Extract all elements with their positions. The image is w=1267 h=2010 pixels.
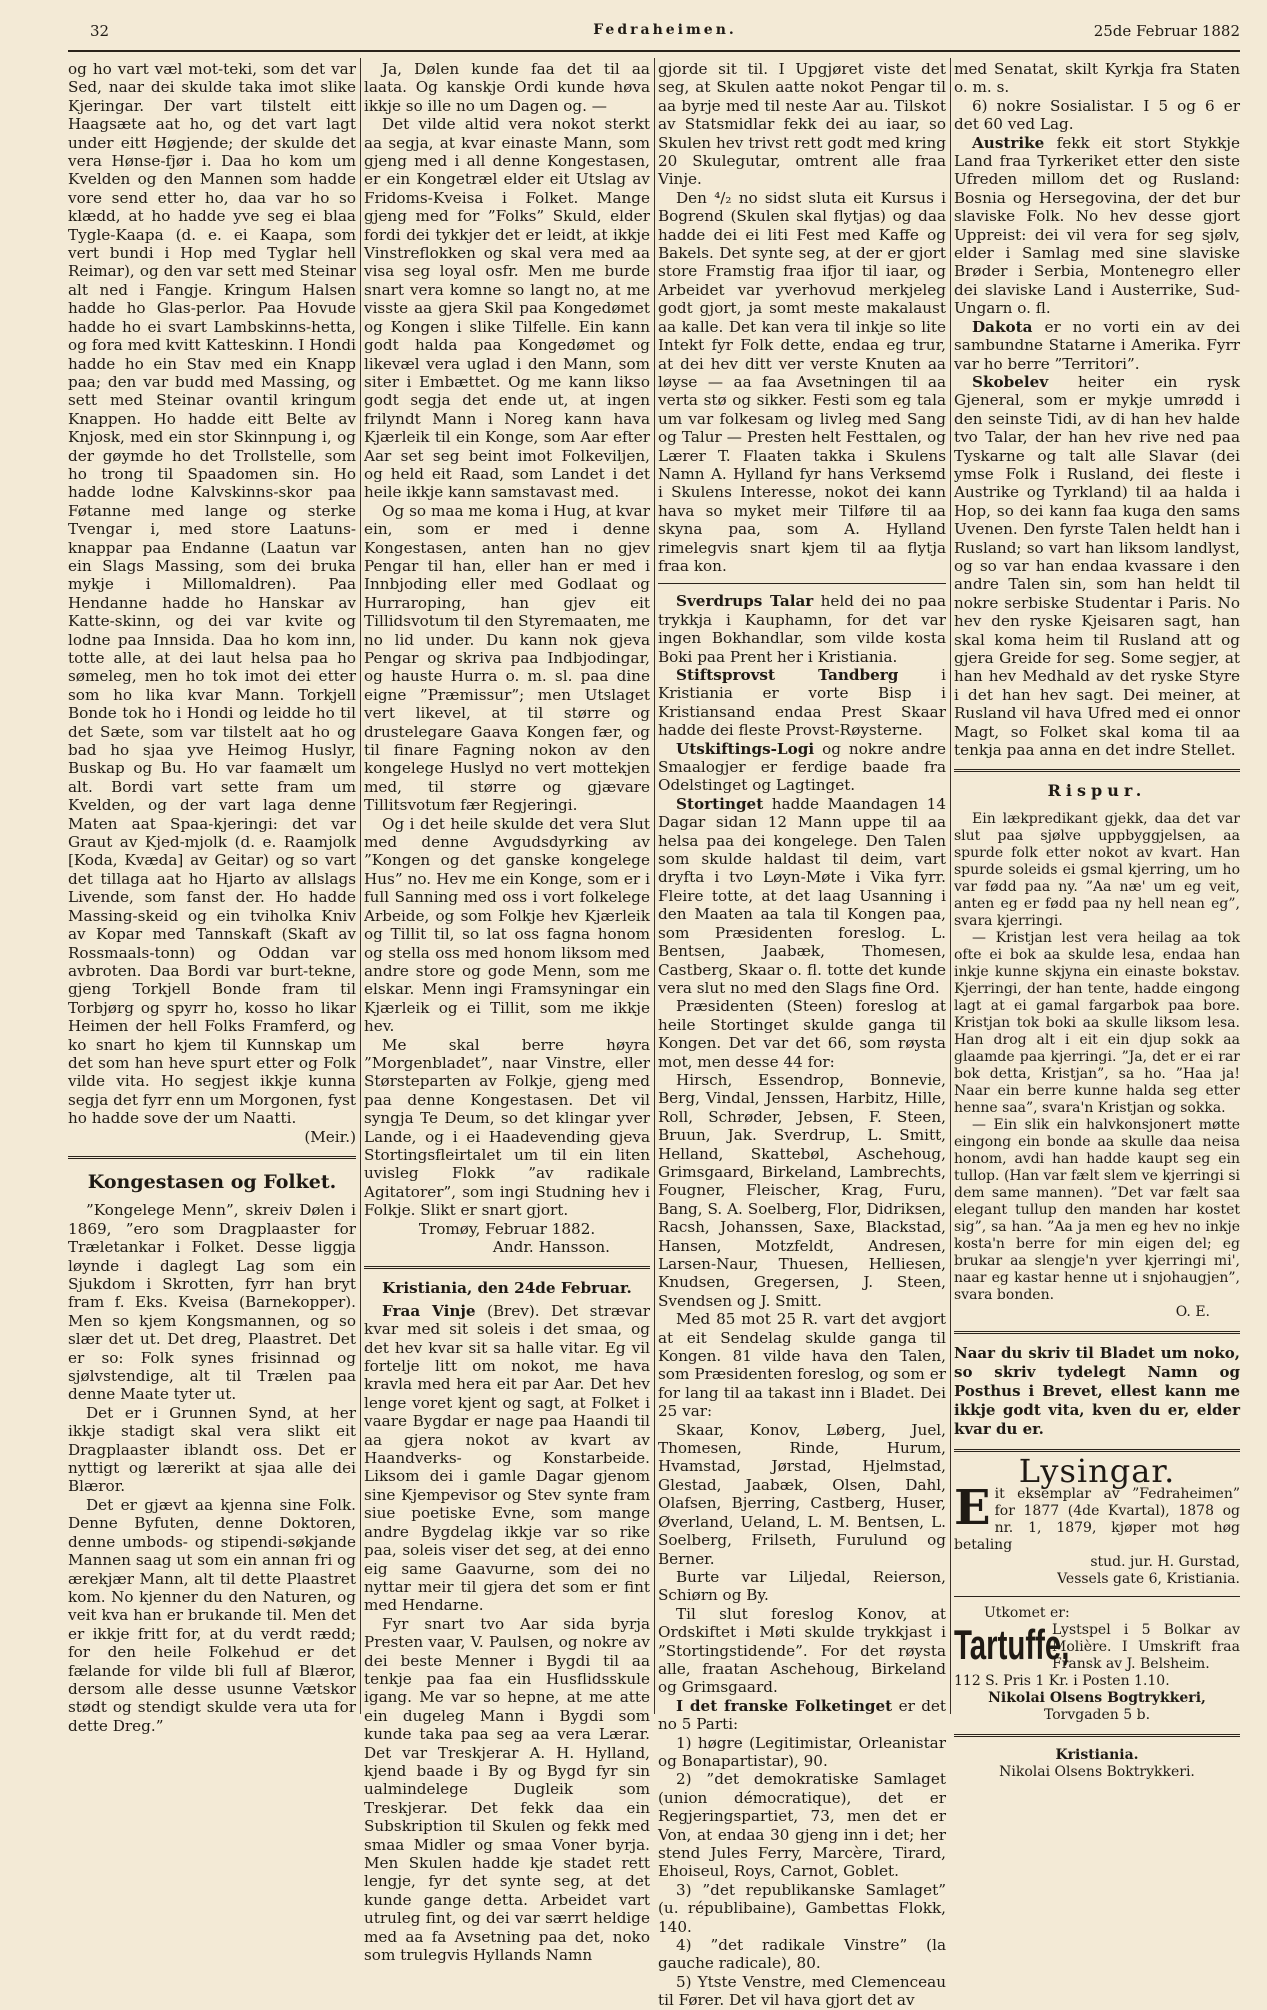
news-lead: Stortinget bbox=[676, 794, 764, 813]
issue-date: 25de Februar 1882 bbox=[1093, 22, 1240, 40]
article-paragraph: Med 85 mot 25 R. vart det avgjort at eit Sendelag skulde ganga til Kongen. 81 vilde hava den Talen, som Præsidenten foreslog, og som er for lang til aa takast inn i Bladet. Dei 25 var: bbox=[658, 1310, 946, 1421]
advert-address: Torvgaden 5 b. bbox=[1043, 1707, 1151, 1724]
article-paragraph: Det vilde altid vera nokot sterkt aa segja, at kvar einaste Mann, som gjeng med i all denne Kongestasen, er ein Kongetræl elder eit Utslag av Fridoms-Kveisa i Folket. Mange gjeng med for ”Folks” Skuld, elder fordi dei tykkjer det er leidt, at ikkje Vinstreflokken og skal vera med aa visa seg loyal osfr. Men me burde snart vera komne so langt no, at me visste aa gjera Skil paa Kongedømet og Kongen i slike Tilfelle. Ein kann godt halda paa Kongedømet og likevæl vera uglad i den Mann, som siter i Embættet. Og me kann likso godt segja det ende ut, at ingen frilyndt Mann i Noreg kann hava Kjærleik til ein Konge, som Aar efter Aar set seg beint imot Folkeviljen, og held eit Raad, som Landet i det heile ikkje kann samstavast med. bbox=[364, 115, 650, 502]
news-lead: Sverdrups Talar bbox=[676, 592, 814, 611]
section-rule bbox=[658, 583, 946, 584]
article-paragraph: 1) høgre (Legitimistar, Orleanistar og Bonapartistar), 90. bbox=[658, 1733, 946, 1770]
anecdote: Ein lækpredikant gjekk, daa det var slut paa sjølve uppbyggjelsen, aa spurde folk etter nokot av kvart. Han spurde soleids ei gsmal kjerring, um ho var fødd paa ny. ”Aa næ' um eg veit, anten eg er fødd paa ny hell nean eg”, svara kjerringi. bbox=[954, 810, 1240, 929]
drop-cap: E bbox=[954, 1480, 991, 1537]
article-paragraph: 3) ”det republikanske Samlaget” (u. républibaine), Gambettas Flokk, 140. bbox=[658, 1880, 946, 1936]
section-rule bbox=[954, 769, 1240, 772]
article-paragraph: Det er gjævt aa kjenna sine Folk. Denne Byfuten, denne Doktoren, denne umbods- og stipendi-søkjande Mannen saag ut som ein annan fri og ærekjær Mann, alt til dette Plaastret kom. No kjenner du den Naturen, og veit kva han er brukande til. Men det er ikkje fritt for, at du verdt rædd; for den heile Folkehud er det fælande for vilde bli full af Blæror, dersom alle desse usunne Vætskor stødt og stendigt skulde vera uta for dette Dreg.” bbox=[68, 1495, 356, 1735]
column-divider bbox=[950, 58, 951, 1714]
news-text: i Kristiania er vorte Bisp i Kristiansand endaa Prest Skaar hadde dei fleste Provst-Røysterne. bbox=[658, 666, 946, 740]
news-text: held dei no paa trykkja i Kauphamn, for det var ingen Bokhandlar, som vilde kosta Boki paa Prent her i Kristiania. bbox=[658, 592, 947, 666]
advert-printer: Nikolai Olsens Bogtrykkeri, bbox=[988, 1690, 1206, 1707]
column-divider bbox=[360, 58, 361, 1714]
article-heading: Kongestasen og Folket. bbox=[87, 1170, 337, 1193]
section-rule bbox=[954, 1734, 1240, 1737]
news-text: og nokre andre Smaalogjer er ferdige baade fra Odelstinget og Lagtinget. bbox=[658, 739, 946, 795]
column-divider bbox=[654, 58, 655, 1714]
article-paragraph: Hirsch, Essendrop, Bonnevie, Berg, Vindal, Jenssen, Harbitz, Hille, Roll, Schrøder, Jebsen, F. Steen, Bruun, Jak. Sverdrup, L. Smitt, Helland, Skattebøl, Aschehoug, Grimsgaard, Birkeland, Lambrechts, Fougner, Fleischer, Krag, Furu, Bang, S. A. Soelberg, Flor, Didriksen, Racsh, Johanssen, Saxe, Blackstad, Hansen, Motzfeldt, Andresen, Larsen-Naur, Thuesen, Helliesen, Knudsen, Gregersen, J. Steen, Svendsen og J. Smitt. bbox=[658, 1070, 946, 1310]
footer-printer: Nikolai Olsens Boktrykkeri. bbox=[999, 1764, 1195, 1781]
anecdote: — Kristjan lest vera heilag aa tok ofte ei bok aa skulde lesa, endaa han inkje kunne skjyna ein einaste bokstav. Kjerringi, der han tente, hadde eingong lagt at ei gamal fargarbok paa bore. Kristjan tok boki aa skulle liksom lesa. Han drog alt i eit ein djup sokk aa glaamde paa kjerringi. ”Ja, det er ei rar bok detta, Kristjan”, sa ho. ”Haa ja! Naar ein berre kunne halda seg etter henne saa”, svara'n Kristjan og sokka. bbox=[954, 929, 1240, 1116]
article-paragraph: 5) Ytste Venstre, med Clemenceau til Fører. Det vil hava gjort det av bbox=[658, 1972, 946, 2010]
header-rule bbox=[68, 50, 1240, 52]
news-lead: Fraa Vinje bbox=[382, 1301, 476, 1320]
article-paragraph: Det er i Grunnen Synd, at her ikkje stadigt skal vera slikt eit Dragplaaster iblandt oss. Det er nyttigt og lærerikt at sjaa alle dei Blæror. bbox=[68, 1403, 356, 1496]
reader-notice: Naar du skriv til Bladet um noko, so skriv tydelegt Namn og Posthus i Brevet, ellest kann me ikkje godt vita, kven du er, elder kvar du er. bbox=[954, 1343, 1240, 1438]
article-paragraph: Den ⁴/₂ no sidst sluta eit Kursus i Bogrend (Skulen skal flytjas) og daa hadde dei ei liti Fest med Kaffe og Bakels. Det synte seg, at der er gjort store Framstig fraa ifjor til iaar, og Arbeidet var yverhovud merkjeleg godt gjort, ja somt meste makalaust aa kalle. Det kan vera til inkje so lite Intekt fyr Folk dette, endaa eg trur, at dei hev ditt ver verste Knuten aa løyse — aa faa Avsetningen til aa verta stø og sikker. Festi som eg tala um var folkesam og livleg med Sang og Talur — Presten helt Festtalen, og Lærer T. Flaaten takka i Skulens Namn A. Hylland fyr hans Verksemd i Skulens Interesse, nokot dei kann hava so myket meir Tilføre til aa skyna paa, som A. Hylland rimelegvis snart kjem til aa flytja fraa kon. bbox=[658, 188, 946, 575]
article-paragraph: Fyr snart tvo Aar sida byrja Presten vaar, V. Paulsen, og nokre av dei beste Menner i Bygdi til aa tenkje paa faa ein Husflidsskule igang. Me var so hepne, at me atte ein dugeleg Mann i Bygdi som kunde taka paa seg aa vera Lærar. Det var Treskjerar A. H. Hylland, kjend baade i By og Bygd fyr sin ualmindelege Dugleik som Treskjerar. Det fekk daa ein Subskription til Skulen og fekk med smaa Midler og smaa Voner byrja. Men Skulen hadde kje stadet rett lengje, fyr det synte seg, at det kunde gange detta. Arbeidet vart utruleg fint, og dei var særrt heldige med aa fa Avsetning paa det, noko som trulegvis Hyllands Namn bbox=[364, 1614, 650, 1965]
advert-1 bbox=[954, 1480, 1240, 1588]
article-paragraph: Præsidenten (Steen) foreslog at heile Stortinget skulde ganga til Kongen. Det var det 66, som røysta mot, men desse 44 for: bbox=[658, 997, 946, 1071]
continued-note: (Meir.) bbox=[304, 1127, 356, 1146]
column-2 bbox=[364, 60, 651, 1965]
advert-price: 112 S. Pris 1 Kr. i Posten 1.10. bbox=[954, 1673, 1170, 1690]
advert-text: it eksemplar av ”Fedraheimen” for 1877 (4de Kvartal), 1878 og nr. 1, 1879, kjøper mot høg betaling bbox=[954, 1486, 1240, 1554]
section-rule bbox=[68, 1156, 356, 1159]
column-3 bbox=[658, 60, 947, 2010]
column-4 bbox=[954, 60, 1241, 1781]
article-paragraph: Og so maa me koma i Hug, at kvar ein, som er med i denne Kongestasen, anten han no gjev Pengar til han, eller han er med i Innbjoding eller med Godlaat og Hurraroping, han gjev eit Tillidsvotum til den Styremaaten, me no lid under. Du kann nok gjeva Pengar og skriva paa Indbjodingar, og hauste Hurra o. m. sl. paa dine eigne ”Præmissur”; men Utslaget vert likevel, at til større og drustelegare Gaava Kongen fær, og til finare Fagning nokon av den kongelege Huslyd no vert mottekjen med, til større og gjævare Tillitsvotum fær Regjeringi. bbox=[364, 501, 650, 815]
news-text: er no vorti ein av dei sambundne Statarne i Amerika. Fyrr var ho berre ”Territori”. bbox=[954, 317, 1240, 373]
news-lead: Skobelev bbox=[972, 372, 1049, 391]
article-paragraph: Og i det heile skulde det vera Slut med denne Avgudsdyrking av ”Kongen og det ganske kongelege Hus” no. Hev me ein Konge, som er i full Sanning med oss i vort folkelege Arbeide, og som Folkje hev Kjærleik og Tillit til, so lat oss fagna honom og stella oss med honom liksom med andre store og gode Menn, som me elskar. Menn ingi Framsyningar ein Kjærleik og ei Tillit, som me ikkje hev. bbox=[364, 814, 650, 1036]
newspaper-title: Fedraheimen. bbox=[593, 22, 737, 38]
article-paragraph: 4) ”det radikale Vinstre” (la gauche radicale), 80. bbox=[658, 1936, 946, 1973]
news-lead: Stiftsprovst Tandberg bbox=[676, 666, 899, 684]
anecdote-signature: O. E. bbox=[1175, 1303, 1210, 1320]
section-rule bbox=[954, 1331, 1240, 1334]
news-dateline: Kristiania, den 24de Februar. bbox=[382, 1279, 632, 1298]
footer-city: Kristiania. bbox=[1055, 1747, 1139, 1764]
news-text: fekk eit stort Stykkje Land fraa Tyrkeriket etter den siste Ufreden millom det og Rusland: Bosnia og Hersegovina, der det bur slaviske Folk. No hev desse gjort Uppreist: dei vil vera for seg sjølv, elder i Samlag med sine slaviske Brøder i Serbia, Montenegro eller dei slaviske Land i Austerrike, Sud-Ungarn o. fl. bbox=[954, 133, 1241, 318]
article-paragraph: Burte var Liljedal, Reierson, Schiørn og By. bbox=[658, 1567, 946, 1605]
advert-text: Lystspel i 5 Bolkar av Molière. I Umskrift fraa Fransk av J. Belsheim. bbox=[1052, 1622, 1240, 1673]
article-paragraph: ”Kongelege Menn”, skreiv Dølen i 1869, ”ero som Dragplaaster for Træletankar i Folket. Desse liggja løynde i daglegt Lag som ein Sjukdom i Skrotten, fyrr han bryt fram f. Eks. Kveisa (Barnekopper). Men so kjem Kongsmannen, og so slær det ut. Det dreg, Plaastret. Det er so: Folk synes frisinnad og sjølvstendige, alt til Trælen paa denne Maate tyter ut. bbox=[68, 1201, 356, 1404]
column-1 bbox=[68, 60, 356, 1735]
section-rule bbox=[954, 1596, 1240, 1597]
news-text: heiter ein rysk Gjeneral, som er mykje umrødd i den seinste Tidi, av di han hev halde tvo Talar, der han hev rive ned paa Tyskarne og talt alle Slavar (dei ymse Folk i Rusland, dei fleste i Austrike og Tyrkland) til aa halda i Hop, so dei kann faa kuga den sams Uvenen. Den fyrste Talen heldt han i Rusland; so vart han liksom landlyst, og so var han endaa kvassare i den andre Talen sin, som han heldt til nokre serbiske Studentar i Paris. No hev den ryske Kjeisaren sagt, han skal koma heim til Rusland att og gjera Greide for seg. Some segjer, at han hev Medhald av det ryske Styre i det han hev sagt. Dei meiner, at Rusland vil hava Ufred med ei onnor Magt, so Folket skal koma til aa tenkja paa anna en det indre Stellet. bbox=[954, 372, 1240, 760]
article-paragraph: Me skal berre høyra ”Morgenbladet”, naar Vinstre, eller Størsteparten av Folkje, gjeng med paa denne Kongestasen. Det vil syngja Te Deum, so det klingar yver Lande, og i ei Haadevending gjeva Stortingsfleirtalet um til ein liten uvisleg Flokk ”av radikale Agitatorer”, som ingi Studning hev i Folkje. Slikt er snart gjort. bbox=[364, 1035, 650, 1220]
ads-heading: Lysingar. bbox=[1018, 1451, 1176, 1490]
advert-announce: Utkomet er: bbox=[984, 1605, 1070, 1622]
article-signature: Andr. Hansson. bbox=[492, 1238, 610, 1256]
article-place-date: Tromøy, Februar 1882. bbox=[418, 1219, 596, 1238]
advert-2 bbox=[954, 1605, 1240, 1724]
news-text: (Brev). Det strævar kvar med sit soleis i det smaa, og det hev kvar sit sa halle vitar. Eg vil fortelje litt om nokot, me hava kravla med hera eit par Aar. Det hev lenge voret kjent og sagt, at Folket i vaare Bygdar er nage paa Haandi til aa gjera nokot av kvart av Haandverks- og Konstarbeide. Liksom dei i gamle Dagar gjenom sine Kjempevisor og Stev synte fram siue poetiske Evne, som mange andre Bygdelag ikkje var so rike paa, soleis viser det seg, at dei enno eig same Gaavurne, som dei no nyttar meir til gjera det som er fint med Hendarne. bbox=[364, 1301, 651, 1615]
news-lead: I det franske Folketinget bbox=[676, 1696, 893, 1715]
page-number: 32 bbox=[90, 22, 110, 40]
news-text: hadde Maandagen 14 Dagar sidan 12 Mann uppe til aa helsa paa dei kongelege. Den Talen som skulde haldast til deim, vart dryfta i tvo Løyn-Møte i Vika fyrr. Fleire totte, at det laag Usanning i den Maaten aa tala til Kongen paa, som Præsidenten foreslog. L. Bentsen, Jaabæk, Thomesen, Castberg, Skaar o. fl. totte det kunde vera slut no med den Slags fine Ord. bbox=[658, 794, 946, 997]
article-paragraph: Ja, Dølen kunde faa det til aa laata. Og kanskje Ordi kunde høva ikkje so ille no um Dagen og. — bbox=[364, 60, 650, 115]
article-paragraph: Skaar, Konov, Løberg, Juel, Thomesen, Rinde, Hurum, Hvamstad, Jørstad, Hjelmstad, Glestad, Jaabæk, Olsen, Dahl, Olafsen, Bjerring, Castberg, Huser, Øverland, Ueland, L. M. Bentsen, L. Soelberg, Frilseth, Furulund og Berner. bbox=[658, 1420, 946, 1568]
advert-name: stud. jur. H. Gurstad, bbox=[1090, 1554, 1240, 1571]
news-lead: Utskiftings-Logi bbox=[676, 739, 815, 758]
page-header bbox=[90, 22, 1240, 46]
article-paragraph: gjorde sit til. I Upgjøret viste det seg, at Skulen aatte nokot Pengar til aa byrje med til neste Aar au. Tilskot av Statsmidlar fekk dei au iaar, so Skulen hev trivst rett godt med kring 20 Skulegutar, omtrent alle fraa Vinje. bbox=[658, 60, 946, 189]
article-paragraph: Til slut foreslog Konov, at Ordskiftet i Møti skulde trykkjast i ”Stortingstidende”. For det røysta alle, fraatan Aschehoug, Birkeland og Grimsgaard. bbox=[658, 1604, 946, 1697]
advert-address: Vessels gate 6, Kristiania. bbox=[1057, 1571, 1240, 1588]
rispur-heading: Rispur. bbox=[1047, 781, 1147, 801]
news-text: er det no 5 Parti: bbox=[658, 1696, 947, 1734]
article-paragraph: 2) ”det demokratiske Samlaget (union démocratique), det er Regjeringspartiet, 73, men det er Von, at endaa 30 gjeng inn i det; her stend Jules Ferry, Marcère, Tirard, Ehoiseul, Roys, Carnot, Goblet. bbox=[658, 1770, 946, 1881]
article-paragraph: og ho vart væl mot-teki, som det var Sed, naar dei skulde taka imot slike Kjeringar. Der vart tilstelt eitt Haagsæte aat ho, og det vart lagt under eitt Høgjende; der skulde det vera Hønse-fjør i. Daa ho kom um Kvelden og den Mannen som hadde vore send etter ho, daa var ho so klædd, at ho hadde yve seg ei blaa Tygle-Kaapa (d. e. ei Kaapa, som vert bundi i Hop med Tyglar hell Reimar), og den var sett med Steinar alt ned i Fangje. Kringum Halsen hadde ho Glas-perlor. Paa Hovude hadde ho ei svart Lambskinns-hetta, og fora med kvitt Katteskinn. I Hondi hadde ho ein Stav med ein Knapp paa; den var budd med Massing, og sett med Steinar ovantil kringum Knappen. Ho hadde eitt Belte av Knjosk, med ein stor Skinnpung i, og der gøymde ho det Trollstelle, som ho trong til Spaadomen sin. Ho hadde lodne Kalvskinns-skor paa Føtanne med lange og sterke Tvengar i, med store Laatuns-knappar paa Endanne (Laatun var ein Slags Massing, som dei bruka mykje i Millomaldren). Paa Hendanne hadde ho Hanskar av Katte-skinn, og dei var kvite og lodne paa Innsida. Daa ho kom inn, totte alle, at dei laut helsa paa ho sømeleg, men ho tok imot dei etter som ho lika kvar Mann. Torkjell Bonde tok ho i Hondi og leidde ho til det Sæte, som var tilstelt aat ho og bad ho sjaa yve Heimog Huslyr, Buskap og Bu. Ho var faamælt um alt. Bordi vart sette fram um Kvelden, og der vart laga denne Maten aat Spaa-kjeringi: det var Graut av Kjed-mjolk (d. e. Raamjolk [Koda, Kvæda] av Geitar) og so vart det tillaga aat ho Hjarto av allslags Livende, som fanst der. Ho hadde Massing-skeid og ein tviholka Kniv av Kopar med Tannskaft (Skaft av Rossmaals-tonn) og Oddan var avbroten. Daa Bordi var burt-tekne, gjeng Torkjell Bonde fram til Torbjørg og spyrr ho, kosso ho likar Heimen der hell Folks Framferd, og ko snart ho kjem til Kunnskap um det som han heve spurt etter og Folk vilde vita. Ho segjest ikkje kunna segja det fyrr enn um Morgonen, fyst ho hadde sove der um Naatti. bbox=[68, 60, 356, 1128]
section-rule bbox=[364, 1266, 650, 1269]
anecdote: — Ein slik ein halvkonsjonert møtte eingong ein bonde aa skulle daa neisa honom, avdi han hadde kaupt seg ein tullop. (Han var fælt slem ve kjerringi si dem same mannen). ”Det var fælt saa elegant tullup den manden har kostet sig”, sa han. ”Aa ja men eg hev no inkje kosta'n berre for min eigen del; eg brukar aa slengje'n yver kjerringi mi', naar eg kastar henne ut i snjohaugjen”, svara bonden. bbox=[954, 1116, 1240, 1303]
news-lead: Dakota bbox=[972, 317, 1033, 336]
book-title: Tartuffe, bbox=[954, 1621, 1070, 1669]
article-paragraph: 6) nokre Sosialistar. I 5 og 6 er det 60 ved Lag. bbox=[954, 96, 1240, 134]
news-lead: Austrike bbox=[972, 133, 1045, 152]
article-paragraph: med Senatat, skilt Kyrkja fra Staten o. m. s. bbox=[954, 60, 1240, 97]
